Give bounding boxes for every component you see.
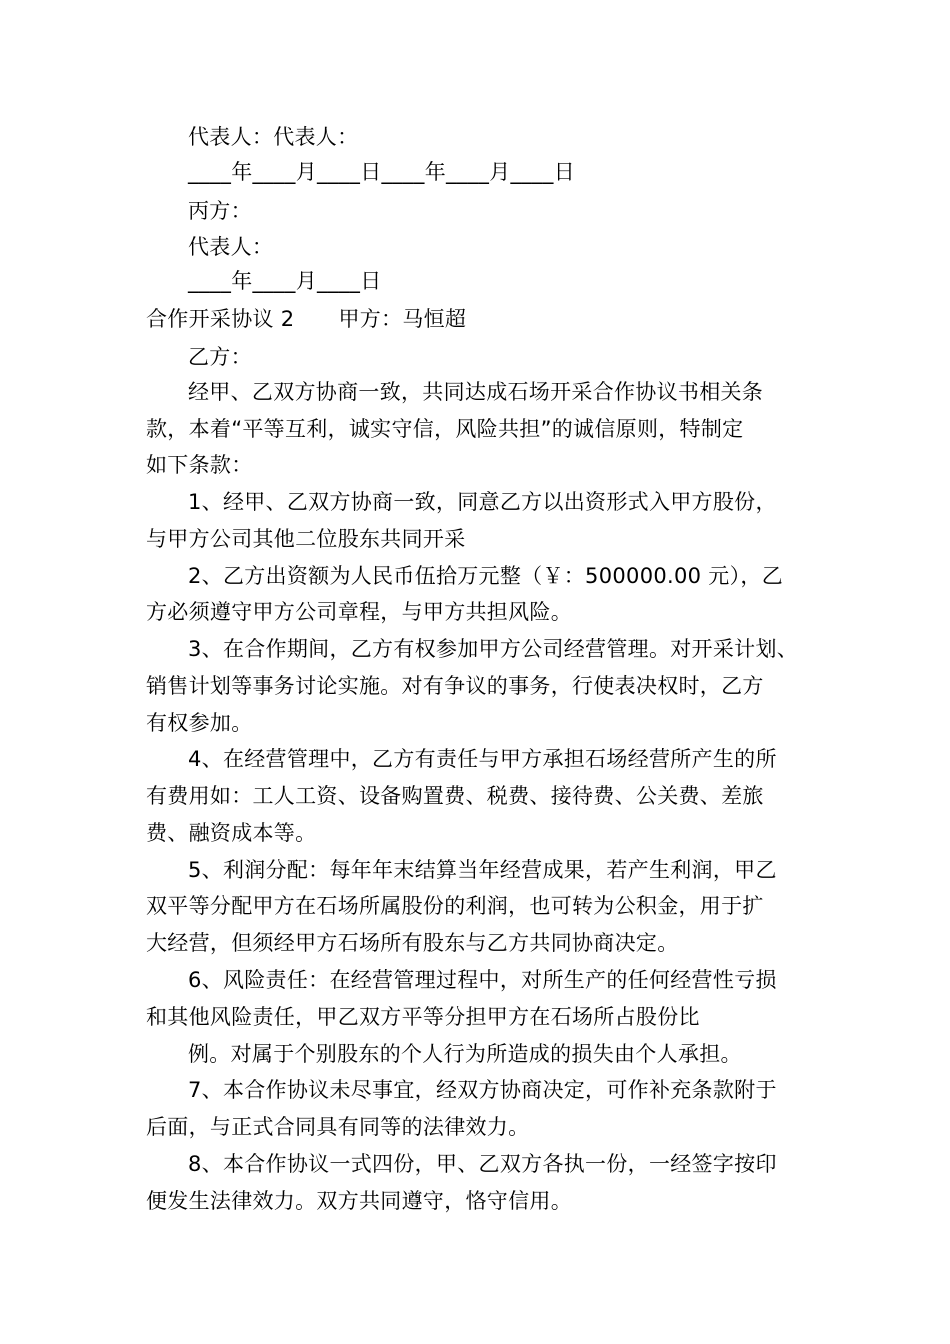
clause-3-line: 有权参加。 (146, 711, 253, 735)
clause-2-line: 2、乙方出资额为人民币伍拾万元整（￥：500000.00 元），乙 (188, 564, 783, 588)
clause-6-line: 和其他风险责任，甲乙双方平等分担甲方在石场所占股份比 (146, 1005, 700, 1029)
intro-line: 如下条款： (146, 453, 253, 477)
clause-5-line: 大经营，但须经甲方石场所有股东与乙方共同协商决定。 (146, 931, 679, 955)
intro-line: 款，本着“平等互利，诚实守信，风险共担”的诚信原则，特制定 (146, 417, 744, 441)
signature-dates: ____年____月____日____年____月____日 (188, 160, 575, 184)
clause-3-line: 销售计划等事务讨论实施。对有争议的事务，行使表决权时，乙方 (146, 674, 764, 698)
clause-8-line: 8、本合作协议一式四份，甲、乙双方各执一份，一经签字按印 (188, 1152, 777, 1176)
party-b-label: 乙方： (188, 345, 252, 369)
clause-8-line: 便发生法律效力。双方共同遵守，恪守信用。 (146, 1189, 572, 1213)
signature-representatives: 代表人：代表人： (188, 125, 359, 149)
clause-5-line: 5、利润分配：每年年末结算当年经营成果，若产生利润，甲乙 (188, 858, 777, 882)
intro-line: 经甲、乙双方协商一致，共同达成石场开采合作协议书相关条 (188, 380, 764, 404)
clause-5-line: 双平等分配甲方在石场所属股份的利润，也可转为公积金，用于扩 (146, 894, 764, 918)
clause-3-line: 3、在合作期间，乙方有权参加甲方公司经营管理。对开采计划、 (188, 637, 799, 661)
clause-6-line: 6、风险责任：在经营管理过程中，对所生产的任何经营性亏损 (188, 968, 777, 992)
clause-4-line: 4、在经营管理中，乙方有责任与甲方承担石场经营所产生的所 (188, 747, 777, 771)
clause-7-line: 后面，与正式合同具有同等的法律效力。 (146, 1115, 530, 1139)
clause-1-line: 1、经甲、乙双方协商一致，同意乙方以出资形式入甲方股份， (188, 490, 777, 514)
party-c-date: ____年____月____日 (188, 269, 382, 293)
party-a-label: 甲方：马恒超 (338, 307, 467, 331)
party-c-label: 丙方： (188, 199, 252, 223)
party-c-representative: 代表人： (188, 235, 274, 259)
clause-2-line: 方必须遵守甲方公司章程，与甲方共担风险。 (146, 600, 572, 624)
clause-1-line: 与甲方公司其他二位股东共同开采 (146, 527, 466, 551)
agreement-heading (146, 304, 466, 334)
clause-4-line: 有费用如：工人工资、设备购置费、税费、接待费、公关费、差旅 (146, 784, 764, 808)
agreement-title: 合作开采协议 2 (146, 307, 295, 331)
clause-7-line: 7、本合作协议未尽事宜，经双方协商决定，可作补充条款附于 (188, 1078, 777, 1102)
clause-6-line: 例。对属于个别股东的个人行为所造成的损失由个人承担。 (188, 1042, 742, 1066)
clause-4-line: 费、融资成本等。 (146, 821, 317, 845)
